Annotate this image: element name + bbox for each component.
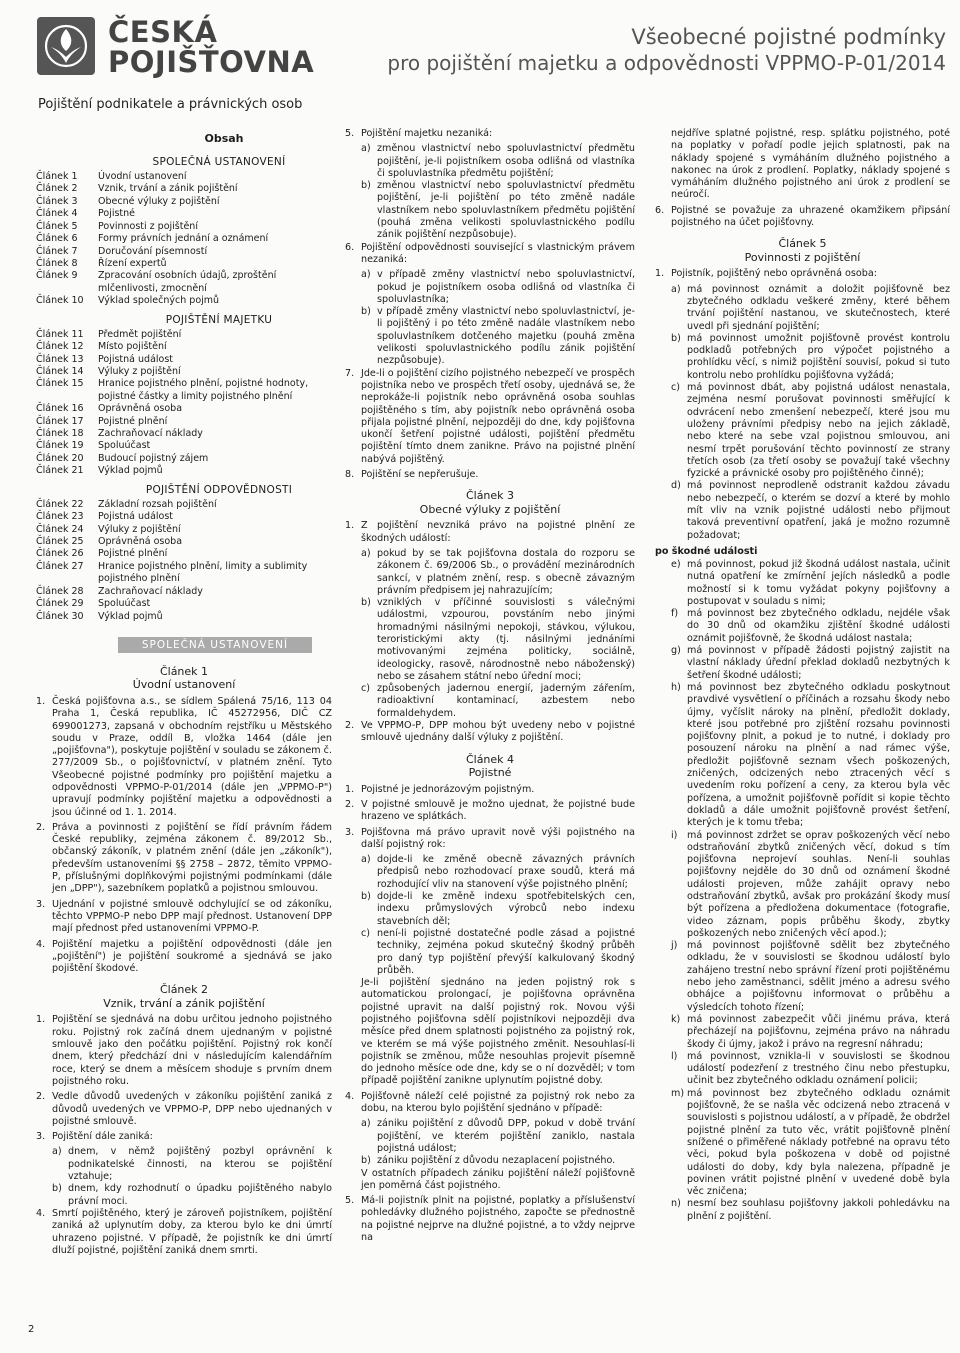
toc-item (36, 440, 332, 452)
numbered-paragraph (345, 827, 635, 852)
paragraph-number: 7. (345, 367, 355, 379)
paragraph-text: Pojištění majetku nezaniká: (361, 128, 493, 139)
paragraph-number: 1. (36, 1014, 46, 1026)
sub-item-letter: b) (361, 1155, 371, 1167)
article-number: Článek 3 (465, 489, 515, 503)
article-heading (345, 489, 635, 516)
toc-item-title: Řízení expertů (98, 257, 167, 269)
sub-item-letter: a) (361, 269, 371, 281)
sub-item-text: zániku pojištění z důvodu nezaplacení pojistného. (377, 1155, 616, 1167)
sub-item (345, 269, 635, 306)
article-title: Pojistné (468, 766, 512, 780)
sub-item-text: má povinnost bez zbytečného odkladu oznámit pojišťovně, že se našla věc odcizená nebo ztracená v souvislosti s pojistnou událostí, a v případě, že obdržel pojistné plnění za tuto věc, vrátit pojišťovně plnění snížené o přiměřené náklady potřebné na opravu této věci, pokud byla poškozena v době od pojistné události do doby, kdy byla nalezena, případně je povinen vrátit pojistné plnění v uvedené době byla věc zničena; (687, 1087, 950, 1198)
toc-item-title: Výklad pojmů (98, 610, 163, 622)
toc-item-number: Článek 6 (36, 233, 78, 245)
numbered-paragraph (36, 1014, 332, 1088)
numbered-paragraph (345, 242, 635, 267)
toc-item-title: Místo pojištění (98, 341, 167, 353)
sub-item-letter: a) (361, 547, 371, 559)
toc-section-heading: POJIŠTĚNÍ ODPOVĚDNOSTI (145, 483, 293, 496)
column-2 (345, 128, 635, 1247)
paragraph-number: 3. (36, 1131, 46, 1143)
article-number: Článek 2 (159, 983, 209, 997)
toc-item-number: Článek 8 (36, 257, 78, 269)
article-title: Obecné výluky z pojištění (419, 502, 561, 516)
sub-item-text: má povinnost zabezpečit vůči jinému práva, která přecházejí na pojišťovnu, zejména právo na náhradu škody či újmy, jakož i právo na regresní náhradu; (687, 1013, 950, 1050)
table-of-contents (36, 156, 332, 623)
paragraph-text: Pojišťovna má právo upravit nově výši pojistného na další pojistný rok: (361, 826, 635, 850)
sub-item-letter: b) (671, 332, 681, 344)
sub-item-text: dnem, v němž pojištěný pozbyl oprávnění k podnikatelské činnosti, na kterou se pojištění vztahuje; (68, 1146, 332, 1183)
toc-item-title: Výklad společných pojmů (98, 295, 220, 307)
toc-item-number: Článek 25 (36, 536, 84, 548)
toc-item-title: Pojistné (98, 208, 136, 220)
paragraph-number: 4. (345, 1090, 355, 1102)
toc-item (36, 354, 332, 366)
article-title: Vznik, trvání a zánik pojištění (103, 996, 265, 1010)
logo-wordmark (108, 15, 315, 79)
numbered-paragraph (655, 268, 950, 280)
numbered-paragraph (345, 520, 635, 545)
sub-item (345, 180, 635, 241)
numbered-paragraph (36, 1091, 332, 1128)
sub-item (345, 928, 635, 977)
sub-item-text: v případě změny vlastnictví nebo spoluvlastnictví, je-li pojištěný i po této změně nadále vlastníkem nebo spoluvlastníkem dotčeného majetku (pouhá změna velikosti spoluvlastnického podílu zánik pojištění nezpůsobuje). (377, 306, 635, 367)
sub-item (655, 682, 950, 830)
toc-item (36, 561, 332, 586)
sub-item-text: nesmí bez souhlasu pojišťovny jakkoli pohledávku na plnění z pojištění. (687, 1198, 950, 1222)
toc-item-title: Obecné výluky z pojištění (98, 195, 220, 207)
sub-item (655, 382, 950, 480)
document-title (387, 24, 946, 76)
numbered-paragraph (655, 205, 950, 230)
toc-item-number: Článek 5 (36, 220, 78, 232)
toc-item (36, 511, 332, 523)
numbered-paragraph (345, 469, 635, 481)
sub-item-letter: n) (671, 1198, 681, 1210)
sub-item-text: má povinnost neprodleně odstranit každou závadu nebo nebezpečí, o kterém se dozví a které by mohlo mít vliv na vznik pojistné události nebo přijmout taková preventivní opatření, jaká je možno rozumně požadovat; (687, 480, 950, 541)
paragraph-text: Z pojištění nevzniká právo na pojistné plnění ze škodných událostí: (361, 520, 635, 544)
sub-item-letter: f) (671, 608, 679, 620)
sub-item (655, 1088, 950, 1199)
toc-item-number: Článek 13 (36, 353, 84, 365)
toc-item-number: Článek 24 (36, 523, 84, 535)
sub-item-letter: k) (671, 1013, 681, 1025)
numbered-paragraph (345, 1091, 635, 1116)
toc-item-title: Výklad pojmů (98, 465, 163, 477)
paragraph-text: Pojistník, pojištěný nebo oprávněná osoba: (671, 268, 877, 280)
toc-item (36, 611, 332, 623)
toc-item-number: Článek 22 (36, 498, 84, 510)
sub-item-letter: i) (671, 829, 678, 841)
article-number: Článek 4 (465, 752, 515, 766)
numbered-paragraph (36, 1131, 332, 1143)
sub-item-letter: b) (361, 180, 371, 192)
toc-item (36, 233, 332, 245)
toc-item-number: Článek 1 (36, 171, 78, 183)
paragraph-number: 2. (36, 821, 46, 833)
toc-item (36, 171, 332, 183)
sub-item-letter: m) (671, 1087, 685, 1099)
column-1 (36, 128, 332, 1260)
toc-item (36, 524, 332, 536)
toc-item (36, 208, 332, 220)
toc-item (36, 258, 332, 270)
sub-item-letter: b) (361, 597, 371, 609)
sub-item (345, 1155, 635, 1167)
sub-item-text: není-li pojistné dostatečné podle zásad a pojistné techniky, zejména pokud skutečný škodný průběh pro daný typ pojištění převýší kalkulovaný škodný průběh. (377, 927, 635, 976)
sub-item-text: změnou vlastnictví nebo spoluvlastnictví předmětu pojištění, je-li pojištění po této změně nadále vlastníkem nebo spoluvlastníkem předmětu pojištění (pouhá změna velikosti spoluvlastnického podílu zánik pojištění nezpůsobuje). (377, 180, 635, 241)
toc-item (36, 270, 332, 295)
toc-item (36, 246, 332, 258)
sub-item-text: má povinnost bez zbytečného odkladu, nejdéle však do 30 dnů od okamžiku zjištění škodné události oznámit pojišťovně, že škodná událost nastala; (687, 608, 950, 644)
toc-item-title: Pojistné plnění (98, 548, 168, 560)
paragraph-text: nejdříve splatné pojistné, resp. splátku pojistného, poté na poplatky v pořadí podle jejich splatnosti, pak na náklady spojené s vymáháním dlužného pojistného a nakonec na úrok z prodlení. Poplatky, náklady spojené s vymáháním dlužného pojistného ani úrok z prodlení se neúročí. (671, 128, 950, 201)
paragraph-text: Česká pojišťovna a.s., se sídlem Spálená 75/16, 113 04 Praha 1, Česká republika, IČ 45272956, DIČ CZ 699001273, zapsaná v obchodním rejstříku u Městského soudu v Praze, oddíl B, vložka 1464 (dále jen „pojišťovna"), poskytuje pojištění v souladu se zákonem č. 277/2009 Sb., o pojišťovnictví, v platném znění. Tyto Všeobecné pojistné podmínky pro pojištění majetku a odpovědnosti VPPMO-P-01/2014 (dále jen „VPPMO-P") upravují podmínky pojištění majetku a odpovědnosti a jsou účinné od 1. 1. 2014. (52, 695, 332, 818)
numbered-paragraph (345, 720, 635, 745)
toc-item-number: Článek 17 (36, 415, 84, 427)
sub-item (655, 1014, 950, 1051)
toc-item (36, 403, 332, 415)
toc-item (36, 548, 332, 560)
numbered-paragraph (36, 696, 332, 819)
paragraph-text: Ve VPPMO-P, DPP mohou být uvedeny nebo v pojistné smlouvě ujednány další výluky z pojištění. (361, 720, 635, 744)
sub-item (655, 645, 950, 682)
paragraph-number: 4. (36, 938, 46, 950)
numbered-paragraph (36, 939, 332, 976)
toc-item-title: Spoluúčast (98, 440, 151, 452)
article-heading (36, 983, 332, 1010)
paragraph-text: Pojištění se nepřerušuje. (361, 469, 479, 481)
page-number: 2 (28, 1324, 35, 1335)
sub-item-letter: a) (361, 1118, 371, 1130)
toc-section-heading: SPOLEČNÁ USTANOVENÍ (152, 155, 286, 168)
sub-item-letter: g) (671, 645, 681, 657)
sub-item-letter: a) (52, 1146, 62, 1158)
toc-item (36, 329, 332, 341)
sub-item-letter: a) (361, 854, 371, 866)
toc-item-number: Článek 18 (36, 428, 84, 440)
numbered-paragraph (345, 799, 635, 824)
ceska-pojistovna-logo (37, 17, 95, 75)
toc-item-title: Povinnosti z pojištění (98, 220, 198, 232)
paragraph-text: Pojištění majetku a pojištění odpovědnosti (dále jen „pojištění") je pojištění soukromé a sjednává se jako pojištění škodové. (52, 938, 332, 975)
toc-section-heading: POJIŠTĚNÍ MAJETKU (165, 313, 273, 326)
toc-item-title: Budoucí pojistný zájem (98, 452, 209, 464)
paragraph-number: 5. (345, 1195, 355, 1207)
paragraph-text: Pojištění dále zaniká: (52, 1131, 153, 1143)
article-heading (36, 665, 332, 692)
sub-item (655, 830, 950, 941)
toc-item-title: Pojistná událost (98, 353, 174, 365)
toc-item-number: Článek 27 (36, 560, 84, 572)
toc-item-title: Zachraňovací náklady (98, 585, 203, 597)
paragraph-number: 8. (345, 469, 355, 481)
toc-item-number: Článek 20 (36, 452, 84, 464)
logo-line-2: POJIŠŤOVNA (108, 45, 315, 79)
paragraph-text: Pojištění odpovědnosti související s vlastnickým právem nezaniká: (361, 241, 635, 265)
paragraph-text: Pojišťovně náleží celé pojistné za pojistný rok nebo za dobu, na kterou bylo pojištění sjednáno v případě: (361, 1090, 635, 1115)
paragraph-number: 1. (345, 783, 355, 795)
toc-item-number: Článek 26 (36, 548, 84, 560)
toc-item (36, 295, 332, 307)
paragraph-text: Smrtí pojištěného, který je zároveň pojistníkem, pojištění zaniká až uplynutím doby, za kterou bylo ke dni úmrtí uhrazeno pojistné. V případě, že pojistník ke dni úmrtí dluží pojistné, pojištění zaniká dnem smrti. (52, 1207, 332, 1256)
toc-item-title: Výluky z pojištění (98, 365, 181, 377)
sub-item-letter: e) (671, 558, 681, 570)
sub-item-letter: a) (361, 143, 371, 155)
paragraph-text: Je-li pojištění sjednáno na jeden pojistný rok s automatickou prolongací, je pojišťovna oprávněna pojistné upravit na další pojistný rok. Novou výši pojistného pojišťovna sdělí pojistníkovi nejpozději dva měsíce před dnem splatnosti pojistného za pojistný rok, ve kterém se má výše pojistného změnit. Nesouhlasí-li pojistník se změnou, může nesouhlas projevit písemně do jednoho měsíce ode dne, kdy se o ní dozvěděl; v tom případě pojištění zanikne uplynutím pojistné doby. (361, 977, 635, 1087)
paragraph-number: 6. (655, 204, 665, 216)
toc-item-title: Vznik, trvání a zánik pojištění (98, 183, 238, 195)
article-title: Povinnosti z pojištění (744, 250, 861, 264)
article-heading (655, 237, 950, 264)
toc-item (36, 499, 332, 511)
sub-item-text: má povinnost, vznikla-li v souvislosti se škodnou událostí podezření z trestného činu nebo přestupku, učinit bez zbytečného odkladu oznámení policii; (687, 1050, 950, 1087)
paragraph-text: Ujednání v pojistné smlouvě odchylující se od zákoníku, těchto VPPMO-P nebo DPP mají přednost. Ustanovení DPP mají přednost před ustanoveními VPPMO-P. (52, 898, 332, 935)
sub-item-text: dojde-li ke změně obecně závazných právních předpisů nebo rozhodovací praxe soudů, která má rozhodující vliv na stanovení výše pojistného plnění; (377, 854, 635, 890)
paragraph-number: 4. (36, 1207, 46, 1219)
paragraph-number: 3. (345, 826, 355, 838)
paragraph-text: Jde-li o pojištění cizího pojistného nebezpečí ve prospěch pojistníka nebo ve prospěch třetí osoby, ujednává se, že neprokáže-li pojistník nebo oprávněná osoba souhlas pojištěného s tím, aby pojistník nebo oprávněná osoba přijala pojistné plnění, nejpozději do dne, kdy pojišťovna ukončí šetření pojistné události, pojištění předmětu pojištění tímto dnem zanikne. Právo na pojistné plnění nabývá pojištěný. (361, 367, 635, 465)
toc-item-number: Článek 14 (36, 365, 84, 377)
sub-item (655, 333, 950, 382)
toc-item-title: Pojistná událost (98, 511, 174, 523)
sub-item-text: změnou vlastnictví nebo spoluvlastnictví předmětu pojištění, je-li pojistníkem osoba odlišná od vlastníka či spoluvlastníka předmětu pojištění; (377, 143, 635, 179)
sub-item (345, 548, 635, 597)
paragraph-text: Vedle důvodů uvedených v zákoníku pojištění zaniká z důvodů uvedených ve VPPMO-P, DPP nebo ujednaných v pojistné smlouvě. (52, 1091, 332, 1127)
toc-item (36, 536, 332, 548)
sub-item-letter: a) (671, 283, 681, 295)
sub-item-text: má povinnost dbát, aby pojistná událost nenastala, zejména nesmí porušovat povinnosti směřující k odvrácení nebo zmenšení nebezpečí, které jsou mu uloženy právními předpisy nebo na jejich základě, nebo které na sebe vzal pojistnou smlouvou, ani nesmí trpět porušování těchto povinností ze strany třetích osob (za třetí osoby se považují také všechny fyzické a právnické osoby pro pojištěného činné); (687, 382, 950, 480)
toc-item-number: Článek 19 (36, 440, 84, 452)
toc-item-number: Článek 9 (36, 270, 78, 282)
sub-item-text: vzniklých v příčinné souvislosti s válečnými událostmi, vzpourou, povstáním nebo jinými hromadnými násilnými nepokoji, stávkou, výlukou, teroristickými akty (tj. násilnými jednáními motivovanými zejména politicky, sociálně, ideologicky, rasově, národnostně nebo náboženský) nebo se zásahem státní nebo úřední moci; (377, 597, 635, 682)
sub-item (655, 559, 950, 608)
article-title: Úvodní ustanovení (132, 678, 236, 692)
toc-item-title: Předmět pojištění (98, 328, 182, 340)
paragraph-text: Pojištění se sjednává na dobu určitou jednoho pojistného roku. Pojistný rok začíná dnem ujednaným v pojistné smlouvě jako den počátku pojištění. Pojistný rok končí dnem, který předchází dni v následujícím kalendářním roce, který se dnem a měsícem shoduje s prvním dnem pojistného roku. (52, 1014, 332, 1087)
toc-item-number: Článek 7 (36, 245, 78, 257)
sub-item (655, 480, 950, 541)
paragraph-text: Pojistné se považuje za uhrazené okamžikem připsání pojistného na účet pojišťovny. (671, 204, 950, 229)
column-3 (655, 128, 950, 1223)
sub-item (36, 1146, 332, 1183)
numbered-paragraph (345, 784, 635, 796)
paragraph-text: Pojistné je jednorázovým pojistným. (361, 783, 535, 795)
sub-item (655, 608, 950, 645)
paragraph-number: 2. (345, 720, 355, 732)
toc-title: Obsah (204, 132, 244, 145)
sub-item-letter: d) (671, 480, 681, 492)
toc-item-title: Hranice pojistného plnění, limity a sublimity pojistného plnění (98, 560, 308, 585)
article-number: Článek 1 (159, 664, 209, 678)
sub-item-letter: b) (52, 1183, 62, 1195)
toc-item-number: Článek 3 (36, 195, 78, 207)
toc-item-title: Oprávněná osoba (98, 403, 183, 415)
paragraph-number: 3. (36, 898, 46, 910)
toc-item (36, 586, 332, 598)
toc-item-title: Úvodní ustanovení (98, 171, 187, 183)
paragraph-number: 1. (655, 268, 665, 280)
column-1-body (36, 665, 332, 1257)
sub-item (345, 597, 635, 683)
sub-item-text: dnem, kdy rozhodnutí o úpadku pojištěného nabylo právní moci. (68, 1183, 332, 1207)
toc-item-number: Článek 2 (36, 183, 78, 195)
sub-item (345, 683, 635, 720)
toc-item-number: Článek 30 (36, 610, 84, 622)
paragraph-number: 5. (345, 128, 355, 139)
page-header (0, 0, 960, 118)
sub-item-text: má povinnost umožnit pojišťovně provést kontrolu podkladů potřebných pro výpočet pojistného a prohlídku věcí, s nimiž pojištění souvisí, pokud si tuto kontrolu nebo prohlídku pojišťovna vyžádá; (687, 332, 950, 381)
toc-item-title: Výluky z pojištění (98, 523, 181, 535)
sub-item (345, 854, 635, 891)
toc-item-title: Pojistné plnění (98, 415, 168, 427)
sub-item-text: má povinnost pojišťovně sdělit bez zbytečného odkladu, že v souvislosti se škodnou událostí bylo zahájeno trestní nebo správní řízení proti pojištěnému nebo jeho zaměstnanci, sdělit jméno a adresu svého obhájce a pojišťovnu informovat o průběhu a výsledcích tohoto řízení; (687, 940, 950, 1013)
logo-emblem-icon (37, 17, 95, 75)
document-title-line-1: Všeobecné pojistné podmínky (631, 25, 946, 49)
paragraph-number: 1. (36, 695, 46, 707)
numbered-paragraph (36, 822, 332, 896)
paragraph-number: 2. (36, 1091, 46, 1103)
section-banner: SPOLEČNÁ USTANOVENÍ (118, 637, 312, 653)
sub-item-letter: c) (361, 683, 371, 695)
toc-item-number: Článek 21 (36, 465, 84, 477)
sub-item (655, 1198, 950, 1223)
toc-item-title: Doručování písemností (98, 245, 208, 257)
paragraph-number: 1. (345, 520, 355, 532)
toc-item (36, 465, 332, 477)
paragraph-text: Má-li pojistník plnit na pojistné, poplatky a příslušenství pohledávky dlužného pojistného, započte se přednostně na pojistné nejprve na dlužné pojistné, a to vždy nejprve na (361, 1195, 635, 1244)
sub-item (655, 940, 950, 1014)
sub-item (36, 1183, 332, 1208)
sub-item-text: má povinnost v případě žádosti pojistný zajistit na vlastní náklady úřední překlad dokladů nezbytných k šetření škodné události; (687, 645, 950, 681)
numbered-paragraph (345, 128, 635, 140)
toc-item-title: Oprávněná osoba (98, 536, 183, 548)
toc-item-title: Zpracování osobních údajů, zproštění mlčenlivosti, zmocnění (98, 270, 277, 294)
paragraph-number: 2. (345, 798, 355, 810)
paragraph-text: V pojistné smlouvě je možno ujednat, že pojistné bude hrazeno ve splátkách. (361, 798, 635, 823)
sub-item-text: má povinnost, pokud již škodná událost nastala, učinit nutná opatření ke zmírnění jejích následků a podle možností si k tomu vyžádat pokyny pojišťovny a postupovat v souladu s nimi; (687, 558, 950, 607)
numbered-paragraph (345, 368, 635, 466)
toc-item (36, 183, 332, 195)
toc-item-title: Zachraňovací náklady (98, 428, 203, 440)
sub-item-text: zániku pojištění z důvodů DPP, pokud v době trvání pojištění, ve kterém pojištění zaniklo, nastala pojistná událost; (377, 1118, 635, 1154)
column-3-body (655, 128, 950, 1223)
sub-item (655, 284, 950, 333)
toc-item-number: Článek 28 (36, 585, 84, 597)
toc-item-number: Článek 11 (36, 328, 84, 340)
toc-item (36, 416, 332, 428)
sub-item-text: způsobených jadernou energií, jaderným zářením, radioaktivní kontaminací, azbestem nebo formaldehydem. (377, 683, 635, 719)
document-title-line-2: pro pojištění majetku a odpovědnosti VPPMO-P-01/2014 (387, 51, 946, 75)
sub-item-text: pokud by se tak pojišťovna dostala do rozporu se zákonem č. 69/2006 Sb., o provádění mezinárodních sankcí, v platném znění, resp. s obecně závazným právním předpisem jej nahrazujícím; (377, 547, 635, 596)
sub-item (655, 1051, 950, 1088)
toc-item-number: Článek 29 (36, 598, 84, 610)
sub-item-text: má povinnost zdržet se oprav poškozených věcí nebo odstraňování zbytků zničených věcí, dokud s tím pojišťovna neprojeví souhlas. Není-li souhlas pojišťovny nejděle do 30 dnů od oznámení škodné události projeven, může zahájit opravy nebo odstraňování zbytků, avšak pro prokázání škody musí být pořízena a předložena dokumentace (fotografie, video záznam, popis průběhu škody, zbytky poškozených nebo zničených věcí apod.); (687, 829, 950, 939)
toc-item-number: Článek 16 (36, 403, 84, 415)
sub-item (345, 306, 635, 367)
toc-item (36, 341, 332, 353)
toc-item-title: Hranice pojistného plnění, pojistné hodnoty, pojistné částky a limity pojistného plnění (98, 378, 309, 402)
numbered-paragraph (36, 1208, 332, 1257)
toc-item-number: Článek 23 (36, 511, 84, 523)
toc-item-title: Spoluúčast (98, 598, 151, 610)
numbered-paragraph (345, 1195, 635, 1244)
sub-item (345, 891, 635, 928)
numbered-paragraph (36, 899, 332, 936)
sub-item-text: má povinnost oznámit a doložit pojišťovně bez zbytečného odkladu veškeré změny, které během trvání pojištění nastanou, ve skutečnostech, které uvedl při sjednání pojištění; (687, 283, 950, 332)
sub-item-text: má povinnost bez zbytečného odkladu poskytnout pravdivé vysvětlení o příčinách a rozsahu škody nebo újmy, vyčíslit nároky na plnění, předložit doklady, které jsou potřebné pro zjištění rozsahu povinnosti pojišťovny plnit, a pokud je to nutné, i doklady pro posouzení nároku na plnění a nad rámec výše, předložit pojišťovně seznam všech poškozených, zničených, odcizených nebo ztracených věcí s uvedením roku pořízení a ceny, za kterou byla věc pořízena, a umožnit pojišťovně pořídit si kopie těchto dokladů a dále umožnit pojišťovně provést šetření, kterých je k tomu třeba; (687, 681, 950, 829)
paragraph-text: Práva a povinnosti z pojištění se řídí právním řádem České republiky, zejména zákonem č. 89/2012 Sb., občanský zákoník, v platném znění (dále jen „zákoník"), především ustanoveními §§ 2758 – 2872, těmito VPPMO-P, příslušnými doplňkovými pojistnými podmínkami (dále jen „DPP"), sazebníkem poplatků a pojistnou smlouvou. (52, 821, 332, 895)
toc-item (36, 221, 332, 233)
toc-item (36, 378, 332, 403)
toc-item-title: Formy právních jednání a oznámení (98, 233, 269, 245)
article-heading (345, 753, 635, 780)
toc-item-number: Článek 15 (36, 378, 84, 390)
document-subtitle: Pojištění podnikatele a právnických osob (38, 97, 303, 112)
sub-item-letter: c) (671, 382, 681, 394)
sub-item-letter: j) (671, 940, 678, 952)
logo-line-1: ČESKÁ (108, 15, 218, 49)
toc-item (36, 453, 332, 465)
column-2-body (345, 128, 635, 1244)
toc-item-number: Článek 4 (36, 208, 78, 220)
sub-item-letter: l) (671, 1050, 678, 1062)
sub-item-text: v případě změny vlastnictví nebo spoluvlastnictví, pokud je pojistníkem osoba odlišná od vlastníka či spoluvlastníka; (377, 269, 635, 305)
article-number: Článek 5 (778, 237, 827, 251)
sub-item-letter: c) (361, 927, 371, 939)
sub-item-letter: b) (361, 891, 371, 903)
sub-item-letter: b) (361, 306, 371, 318)
subsection-heading: po škodné události (655, 545, 758, 557)
sub-item-letter: h) (671, 681, 681, 693)
sub-item-text: dojde-li ke změně indexu spotřebitelských cen, indexu průmyslových výrobců nebo indexu stavebních děl; (377, 891, 635, 927)
sub-item (345, 143, 635, 180)
toc-item (36, 598, 332, 610)
paragraph-text: V ostatních případech zániku pojištění náleží pojišťovně jen poměrná část pojistného. (361, 1167, 635, 1191)
toc-item (36, 428, 332, 440)
toc-item (36, 366, 332, 378)
paragraph-number: 6. (345, 241, 355, 253)
toc-item-number: Článek 12 (36, 341, 84, 353)
sub-item (345, 1118, 635, 1155)
toc-item-title: Základní rozsah pojištění (98, 498, 217, 510)
toc-item (36, 196, 332, 208)
toc-item-number: Článek 10 (36, 295, 84, 307)
